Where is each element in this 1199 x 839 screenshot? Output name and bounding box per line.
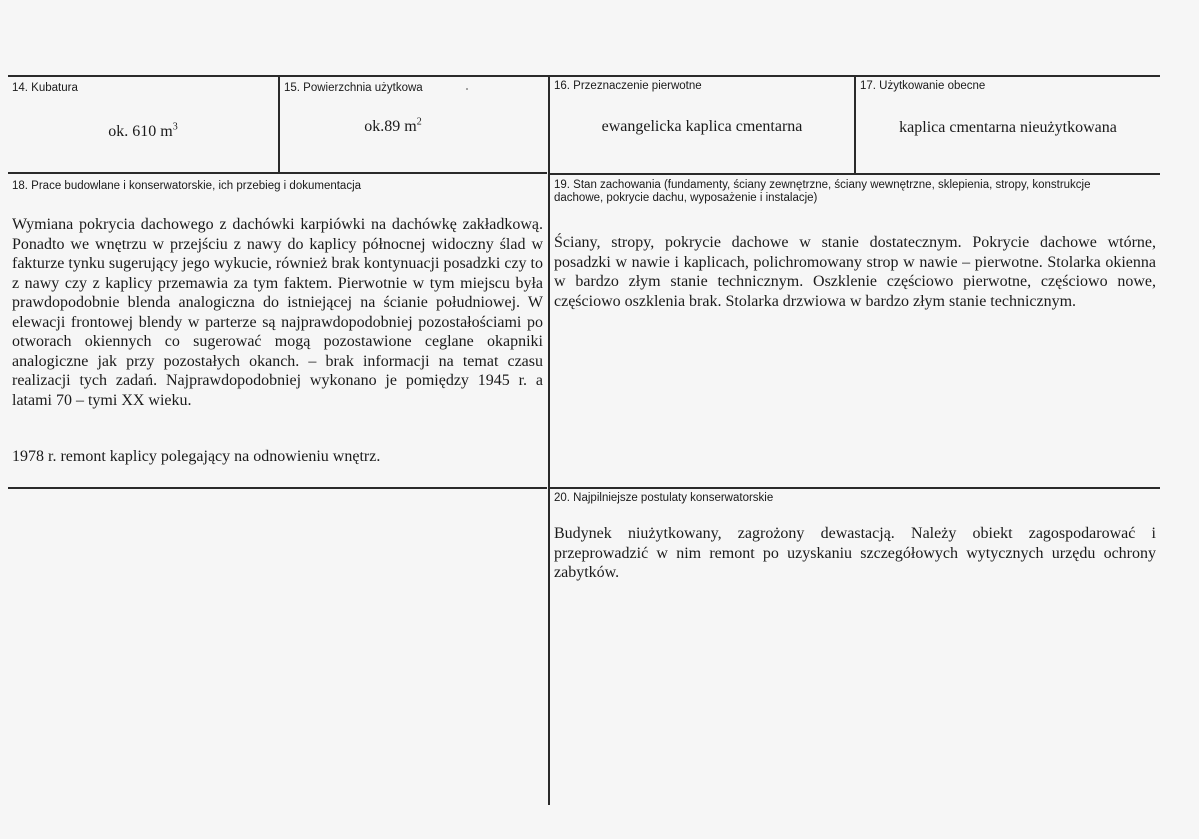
field-14-label: 14. Kubatura xyxy=(12,82,78,94)
field-20-label: 20. Najpilniejsze postulaty konserwatorskie xyxy=(554,492,774,504)
field-17-value: kaplica cmentarna nieużytkowana xyxy=(899,119,1117,136)
divider-16-17 xyxy=(854,76,856,174)
scan-speck xyxy=(466,88,468,90)
field-17-label: 17. Użytkowanie obecne xyxy=(860,80,986,92)
field-18-text: Wymiana pokrycia dachowego z dachówki karpiówki na dachówkę zakładkową. Ponadto we wnętrzu w przejściu z nawy do kaplicy północnej widoczny ślad w fakturze tynku sugerujący jego wykucie, również brak kontynuacji posadzki czy to z nawy czy z kaplicy przemawia za tym faktem. Pierwotnie w tym miejscu była prawdopodobnie blenda analogiczna do istniejącej na ścianie południowej. W elewacji frontowej blendy w parterze są najprawdopodobniej pozostałościami po otworach okiennych co sugerować mogą pozostawione ceglane okapniki analogiczne jak przy pozostałych okanch. – brak informacji na temat czasu realizacji tych zadań. Najprawdopodobniej wykonano je pomiędzy 1945 r. a latami 70 – tymi XX wieku. xyxy=(12,216,543,409)
powierzchnia-value: ok.89 m xyxy=(364,118,417,135)
field-16-label: 16. Przeznaczenie pierwotne xyxy=(554,80,702,92)
divider-14-15 xyxy=(278,76,280,173)
top-border xyxy=(8,75,1160,77)
row2-bottom-border-right xyxy=(549,487,1160,489)
field-18-text-line2: 1978 r. remont kaplicy polegający na odnowieniu wnętrz. xyxy=(12,448,381,465)
row2-bottom-border-left xyxy=(8,487,547,489)
powierzchnia-unit-exponent: 2 xyxy=(416,116,422,128)
field-15-label: 15. Powierzchnia użytkowa xyxy=(284,82,423,94)
field-15-value xyxy=(284,117,502,137)
field-18-label: 18. Prace budowlane i konserwatorskie, ich przebieg i dokumentacja xyxy=(12,180,362,192)
divider-main xyxy=(548,76,550,805)
kubatura-unit-exponent: 3 xyxy=(172,121,178,133)
field-16-value: ewangelicka kaplica cmentarna xyxy=(601,118,803,135)
field-19-label: 19. Stan zachowania (fundamenty, ściany zewnętrzne, ściany wewnętrzne, sklepienia, stropy, konstrukcje dachowe, pokrycie dachu, wyposażenie i instalacje) xyxy=(554,179,1091,204)
field-19-text: Ściany, stropy, pokrycie dachowe w stanie dostatecznym. Pokrycie dachowe wtórne, posadzki w nawie i kaplicach, polichromowany strop w nawie – pierwotne. Stolarka okienna w bardzo złym stanie technicznym. Oszklenie częściowo pierwotne, częściowo nowe, częściowo oszklenia brak. Stolarka drzwiowa w bardzo złym stanie technicznym. xyxy=(554,234,1156,310)
field-20-text: Budynek niużytkowany, zagrożony dewastacją. Należy obiekt zagospodarować i przeprowadzić w nim remont po uzyskaniu szczegółowych wytycznych urzędu ochrony zabytków. xyxy=(554,525,1156,581)
field-14-value xyxy=(12,122,274,142)
kubatura-value: ok. 610 m xyxy=(108,123,173,140)
